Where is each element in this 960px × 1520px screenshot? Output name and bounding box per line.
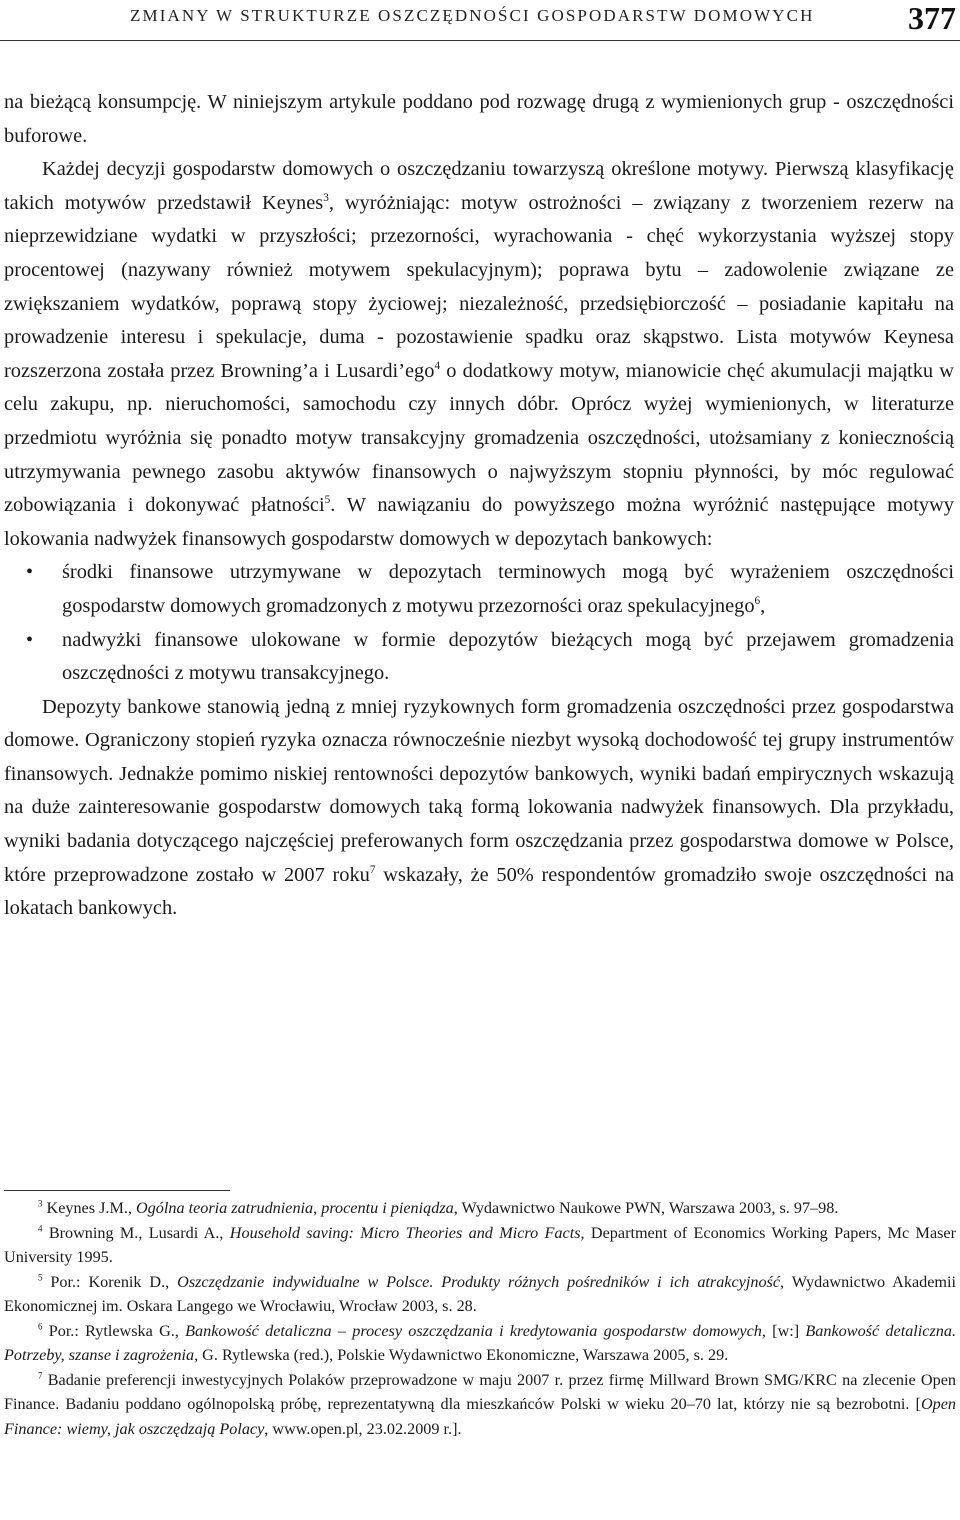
footnote-ref-3[interactable]: 3	[323, 191, 329, 204]
footnote-7	[4, 1368, 956, 1442]
footnote-number: 4	[38, 1223, 43, 1234]
bullet-list	[4, 556, 954, 690]
paragraph-1-text: na bieżącą konsumpcję. W niniejszym artykule poddano pod rozwagę drugą z wymienionych grup - oszczędności buforowe.	[4, 91, 954, 147]
footnote-number: 3	[38, 1198, 43, 1209]
footnote-ref-5[interactable]: 5	[324, 494, 331, 507]
footnote-4	[4, 1221, 956, 1270]
bullet-dot-icon: •	[26, 561, 34, 584]
footnote-title: Household saving: Micro Theories and Micro Facts	[229, 1223, 581, 1242]
footnote-text: , Department of Economics Working Papers, Mc Maser University 1995.	[4, 1223, 957, 1266]
paragraph-1	[4, 86, 954, 153]
paragraph-2-text-d: . W nawiązaniu do powyższego można wyróżnić następujące motywy lokowania nadwyżek finansowych gospodarstw domowych w depozytach bankowych:	[4, 494, 954, 550]
bullet-item-1	[4, 556, 954, 623]
footnote-3	[4, 1196, 956, 1221]
bullet-item-1-end: ,	[760, 594, 766, 617]
paragraph-3	[4, 691, 954, 926]
footnote-text: Browning M., Lusardi A.,	[48, 1223, 230, 1242]
footnote-rule	[4, 1190, 230, 1191]
bullet-item-2-text: nadwyżki finansowe ulokowane w formie depozytów bieżących mogą być przejawem gromadzenia oszczędności z motywu transakcyjnego.	[62, 628, 954, 685]
paragraph-3-text-a: Depozyty bankowe stanowią jedną z mniej ryzykownych form gromadzenia oszczędności przez gospodarstwa domowe. Ograniczony stopień ryzyka oznacza równocześnie niezbyt wysoką dochodowość tej grupy instrumentów finansowych. Jednakże pomimo niskiej rentowności depozytów bankowych, wyniki badań empirycznych wskazują na duże zainteresowanie gospodarstw domowych taką formą lokowania nadwyżek finansowych. Dla przykładu, wyniki badania dotyczącego najczęściej preferowanych form oszczędzania przez gospodarstwa domowe w Polsce, które przeprowadzone zostało w 2007 roku	[4, 695, 954, 886]
paragraph-2-text-b: , wyróżniając: motyw ostrożności – związany z tworzeniem rezerw na nieprzewidziane wydatki w przyszłości; przezorności, wyrachowania - chęć wykorzystania wyższej stopy procentowej (nazywany również motywem spekulacyjnym); poprawa bytu – zadowolenie związane ze zwiększaniem wydatków, poprawą stopy życiowej; niezależność, przedsiębiorczość – posiadanie kapitału na prowadzenie interesu i spekulacje, duma - pozostawienie spadku oraz skąpstwo. Lista motywów Keynesa rozszerzona została przez Browning’a i Lusardi’ego	[4, 191, 954, 382]
footnote-text: Por.: Korenik D.,	[50, 1272, 178, 1291]
paragraph-3-text-b: wskazały, że 50% respondentów gromadziło swoje oszczędności na lokatach bankowych.	[4, 863, 954, 920]
footnote-text: Keynes J.M.,	[46, 1199, 136, 1217]
footnote-title: Ogólna teoria zatrudnienia, procentu i pieniądza	[135, 1199, 454, 1217]
paragraph-2-text-a: Każdej decyzji gospodarstw domowych o oszczędzaniu towarzyszą określone motywy. Pierwszą klasyfikację takich motywów przedstawił Keynes	[4, 158, 954, 214]
footnote-title: Open Finance: wiemy, jak oszczędzają Polacy	[4, 1395, 956, 1438]
page-number: 377	[908, 0, 956, 36]
bullet-item-2	[4, 624, 954, 691]
footnote-5	[4, 1270, 956, 1319]
bullet-dot-icon: •	[26, 628, 34, 651]
main-text	[4, 86, 954, 926]
footnote-title: Bankowość detaliczna – procesy oszczędzania i kredytowania gospodarstw domowych	[185, 1321, 762, 1340]
footnote-text: , [w:]	[761, 1321, 806, 1340]
paragraph-2-text-c: o dodatkowy motyw, mianowicie chęć akumulacji majątku w celu zakupu, np. nieruchomości, samochodu czy innych dóbr. Oprócz wyżej wymienionych, w literaturze przedmiotu wyróżnia się ponadto motyw transakcyjny gromadzenia oszczędności, utożsamiany z koniecznością utrzymywania pewnego zasobu aktywów finansowych o najwyższym stopniu płynności, by móc regulować zobowiązania i dokonywać płatności	[4, 359, 954, 517]
footnote-number: 6	[38, 1321, 43, 1332]
running-header	[0, 0, 960, 42]
footnote-title: Oszczędzanie indywidualne w Polsce. Produkty różnych pośredników i ich atrakcyjność	[177, 1272, 781, 1291]
footnote-number: 5	[38, 1272, 43, 1283]
footnote-text: , Wydawnictwo Naukowe PWN, Warszawa 2003, s. 97–98.	[453, 1199, 839, 1217]
footnote-ref-7[interactable]: 7	[369, 863, 376, 876]
footnote-text: , G. Rytlewska (red.), Polskie Wydawnictwo Ekonomiczne, Warszawa 2005, s. 29.	[194, 1346, 729, 1364]
footnote-6	[4, 1319, 956, 1368]
bullet-item-1-text: środki finansowe utrzymywane w depozytach terminowych mogą być wyrażeniem oszczędności gospodarstw domowych gromadzonych z motywu przezorności oraz spekulacyjnego	[62, 561, 954, 617]
footnote-number: 7	[38, 1370, 43, 1381]
header-rule	[0, 40, 960, 41]
footnote-text: , Wydawnictwo Akademii Ekonomicznej im. Oskara Langego we Wrocławiu, Wrocław 2003, s. 28.	[4, 1272, 957, 1315]
footnote-ref-4[interactable]: 4	[434, 359, 441, 372]
footnote-text: , www.open.pl, 23.02.2009 r.].	[264, 1419, 462, 1438]
footnote-text: Por.: Rytlewska G.,	[48, 1321, 186, 1340]
footnote-title: Bankowość detaliczna. Potrzeby, szanse i zagrożenia	[4, 1321, 956, 1364]
footnotes	[4, 1196, 956, 1441]
footnote-text: Badanie preferencji inwestycyjnych Polaków przeprowadzone w maju 2007 r. przez firmę Millward Brown SMG/KRC na zlecenie Open Finance. Badaniu poddano ogólnopolską próbę, reprezentatywną dla mieszkańców Polski w wieku 20–70 lat, którzy nie są bezrobotni. [	[4, 1370, 956, 1413]
paragraph-2	[4, 153, 954, 556]
running-title: ZMIANY W STRUKTURZE OSZCZĘDNOŚCI GOSPODARSTW DOMOWYCH	[130, 6, 815, 25]
footnote-ref-6[interactable]: 6	[754, 595, 761, 608]
